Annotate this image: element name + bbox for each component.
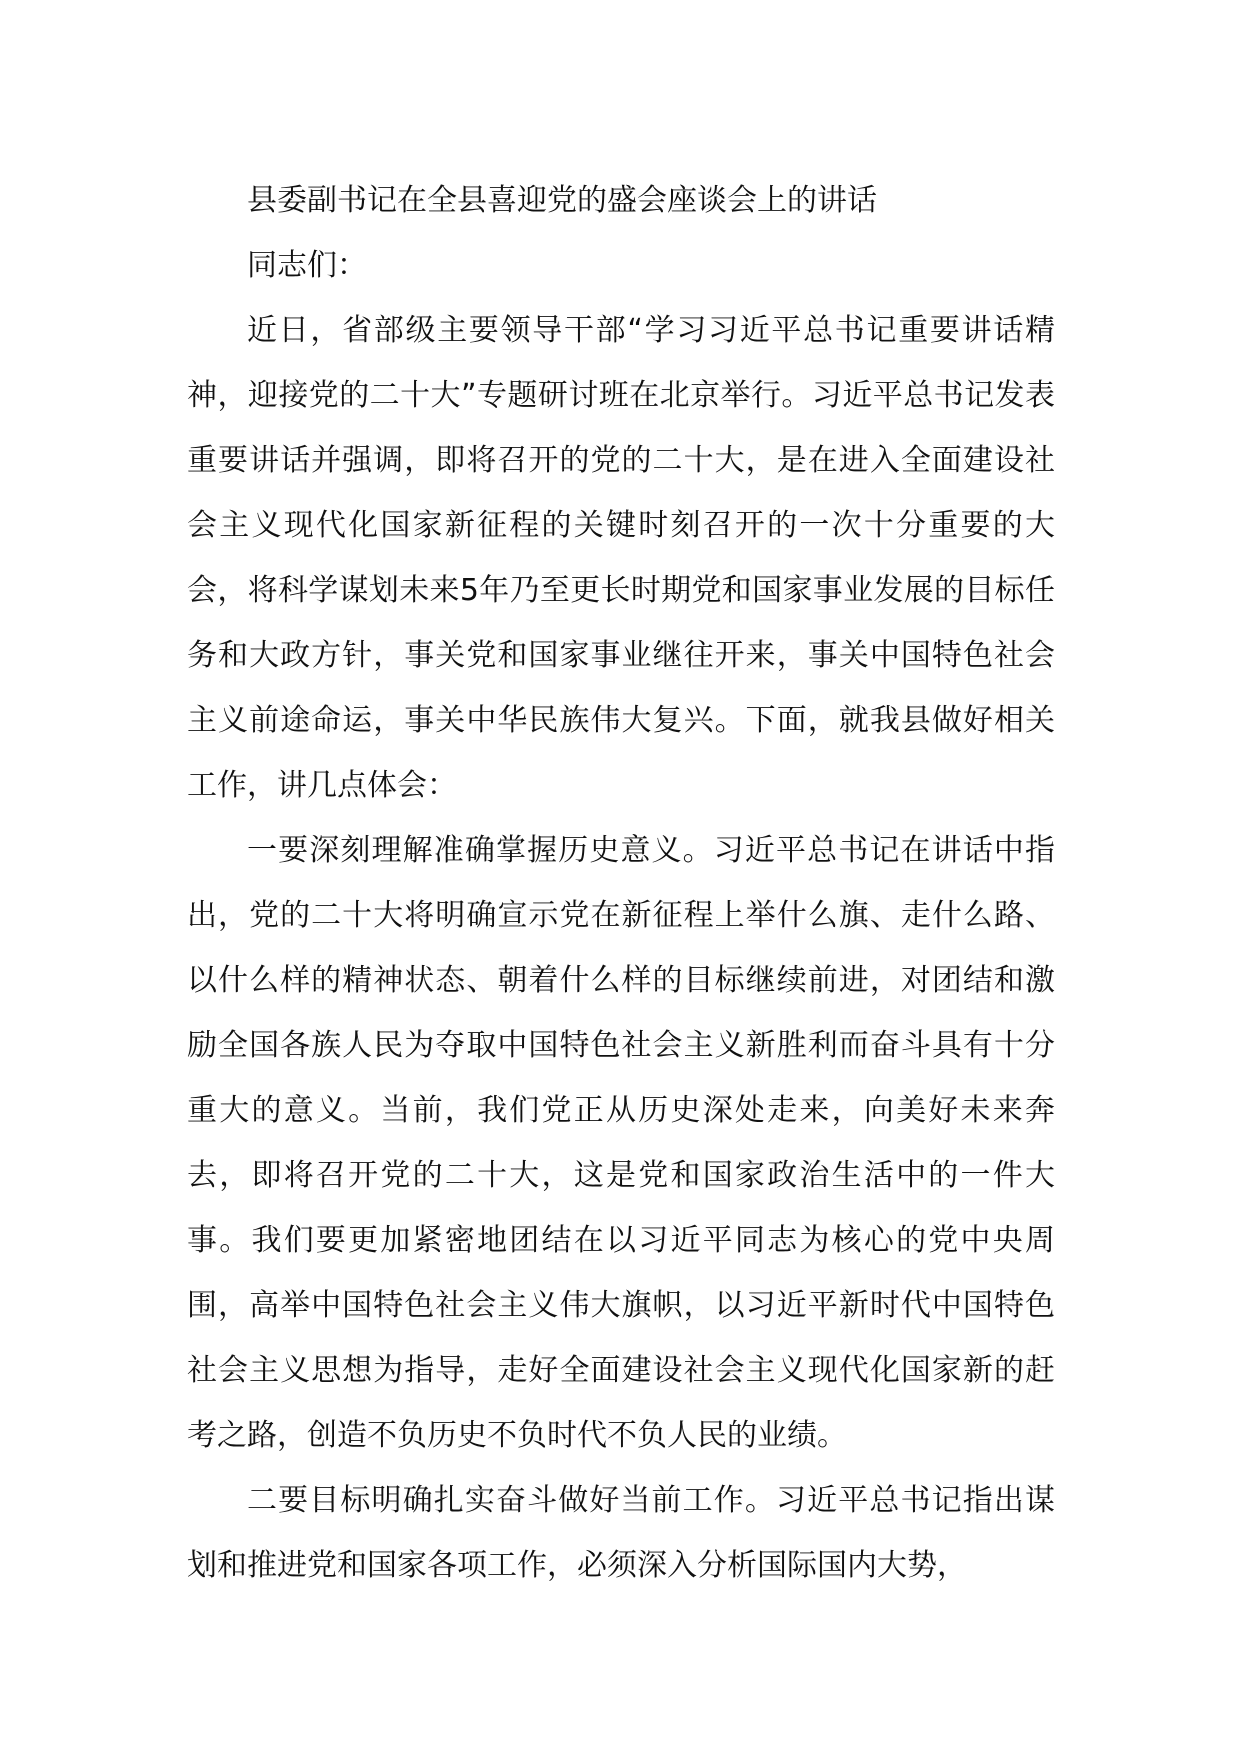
paragraph-point-one: 一要深刻理解准确掌握历史意义。习近平总书记在讲话中指出，党的二十大将明确宣示党在新征程上举什么旗、走什么路、以什么样的精神状态、朝着什么样的目标继续前进，对团结和激励全国各族人民为夺取中国特色社会主义新胜利而奋斗具有十分重大的意义。当前，我们党正从历史深处走来，向美好未来奔去，即将召开党的二十大，这是党和国家政治生活中的一件大事。我们要更加紧密地团结在以习近平同志为核心的党中央周围，高举中国特色社会主义伟大旗帜，以习近平新时代中国特色社会主义思想为指导，走好全面建设社会主义现代化国家新的赶考之路，创造不负历史不负时代不负人民的业绩。 [187,833,1055,1453]
paragraph-point-two: 二要目标明确扎实奋斗做好当前工作。习近平总书记指出谋划和推进党和国家各项工作，必须深入分析国际国内大势， [187,1483,1055,1583]
document-body [187,168,1055,1598]
paragraph-intro: 近日，省部级主要领导干部“学习习近平总书记重要讲话精神，迎接党的二十大”专题研讨班在北京举行。习近平总书记发表重要讲话并强调，即将召开的党的二十大，是在进入全面建设社会主义现代化国家新征程的关键时刻召开的一次十分重要的大会，将科学谋划未来5年乃至更长时期党和国家事业发展的目标任务和大政方针，事关党和国家事业继往开来，事关中国特色社会主义前途命运，事关中华民族伟大复兴。下面，就我县做好相关工作，讲几点体会： [187,313,1055,803]
document-title: 县委副书记在全县喜迎党的盛会座谈会上的讲话 [247,183,877,218]
salutation: 同志们： [247,248,367,283]
